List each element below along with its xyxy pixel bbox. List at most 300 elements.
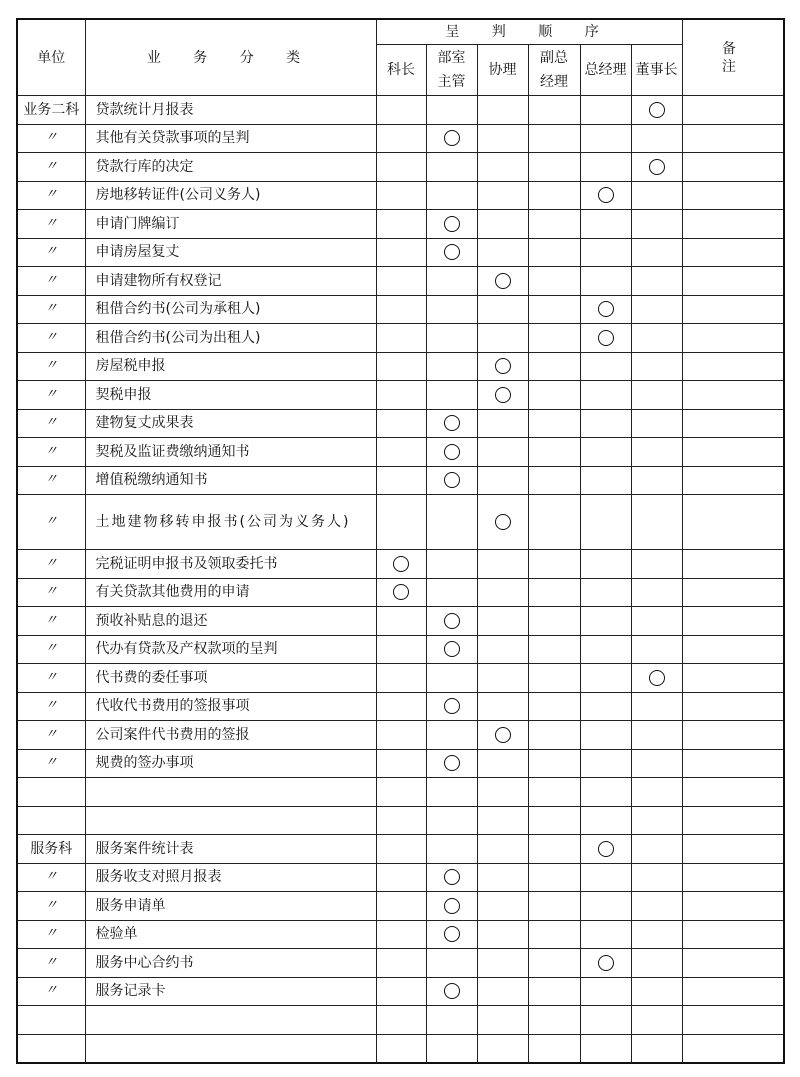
circle-mark-icon: [444, 472, 460, 488]
cell-unit: [17, 1034, 85, 1063]
cell-approval-mark: [528, 721, 580, 750]
circle-mark-icon: [444, 613, 460, 629]
header-approver-line2: 经理: [540, 74, 568, 90]
cell-category: 完税证明申报书及领取委托书: [85, 550, 376, 579]
cell-unit: 〃: [17, 124, 85, 153]
header-approver: 协理: [477, 45, 528, 96]
table-row: [17, 607, 784, 636]
cell-remarks: [682, 806, 784, 835]
cell-approval-mark: [631, 892, 682, 921]
cell-approval-mark: [426, 778, 477, 807]
cell-approval-mark: [580, 863, 631, 892]
cell-approval-mark: [426, 409, 477, 438]
cell-approval-mark: [528, 892, 580, 921]
cell-remarks: [682, 96, 784, 125]
cell-approval-mark: [376, 466, 426, 495]
cell-unit: 〃: [17, 721, 85, 750]
cell-unit: 〃: [17, 210, 85, 239]
cell-approval-mark: [426, 438, 477, 467]
cell-unit: 〃: [17, 181, 85, 210]
cell-approval-mark: [631, 835, 682, 864]
table-row: [17, 96, 784, 125]
table-row: [17, 778, 784, 807]
cell-approval-mark: [580, 806, 631, 835]
cell-category: 代收代书费用的签报事项: [85, 692, 376, 721]
cell-unit: 服务科: [17, 835, 85, 864]
cell-approval-mark: [528, 381, 580, 410]
cell-category: [85, 1034, 376, 1063]
cell-remarks: [682, 892, 784, 921]
table-row: [17, 124, 784, 153]
cell-approval-mark: [528, 295, 580, 324]
cell-approval-mark: [426, 1034, 477, 1063]
cell-approval-mark: [376, 96, 426, 125]
cell-approval-mark: [528, 267, 580, 296]
header-approver-line2: 主管: [437, 74, 466, 90]
cell-approval-mark: [426, 295, 477, 324]
cell-approval-mark: [477, 352, 528, 381]
header-remarks: 备 注: [682, 19, 784, 96]
cell-approval-mark: [376, 267, 426, 296]
circle-mark-icon: [598, 841, 614, 857]
cell-approval-mark: [631, 778, 682, 807]
cell-approval-mark: [376, 692, 426, 721]
cell-approval-mark: [426, 949, 477, 978]
cell-approval-mark: [580, 466, 631, 495]
cell-unit: 〃: [17, 977, 85, 1006]
cell-approval-mark: [376, 635, 426, 664]
cell-unit: 〃: [17, 381, 85, 410]
cell-approval-mark: [580, 749, 631, 778]
cell-approval-mark: [580, 721, 631, 750]
cell-unit: 〃: [17, 238, 85, 267]
circle-mark-icon: [495, 273, 511, 289]
cell-approval-mark: [376, 153, 426, 182]
cell-approval-mark: [376, 438, 426, 467]
cell-category: 申请建物所有权登记: [85, 267, 376, 296]
cell-category: 服务记录卡: [85, 977, 376, 1006]
cell-approval-mark: [376, 495, 426, 550]
table-row: [17, 352, 784, 381]
table-row: [17, 550, 784, 579]
circle-mark-icon: [598, 330, 614, 346]
cell-approval-mark: [477, 210, 528, 239]
cell-approval-mark: [477, 267, 528, 296]
circle-mark-icon: [444, 641, 460, 657]
cell-approval-mark: [631, 409, 682, 438]
cell-approval-mark: [426, 153, 477, 182]
cell-category: 契税申报: [85, 381, 376, 410]
cell-category: 服务中心合约书: [85, 949, 376, 978]
cell-approval-mark: [376, 352, 426, 381]
cell-approval-mark: [376, 295, 426, 324]
cell-approval-mark: [528, 635, 580, 664]
cell-approval-mark: [528, 181, 580, 210]
header-approver-line1: 部室: [437, 50, 466, 66]
cell-approval-mark: [426, 721, 477, 750]
table-row: [17, 1006, 784, 1035]
table-row: [17, 892, 784, 921]
cell-approval-mark: [528, 749, 580, 778]
cell-approval-mark: [477, 495, 528, 550]
cell-approval-mark: [477, 409, 528, 438]
cell-approval-mark: [631, 806, 682, 835]
cell-unit: 〃: [17, 324, 85, 353]
cell-approval-mark: [580, 409, 631, 438]
cell-approval-mark: [477, 295, 528, 324]
cell-approval-mark: [631, 238, 682, 267]
cell-approval-mark: [477, 920, 528, 949]
cell-approval-mark: [631, 1006, 682, 1035]
cell-approval-mark: [426, 806, 477, 835]
cell-approval-mark: [631, 949, 682, 978]
cell-approval-mark: [426, 863, 477, 892]
cell-approval-mark: [376, 1034, 426, 1063]
cell-category: [85, 806, 376, 835]
cell-approval-mark: [376, 578, 426, 607]
circle-mark-icon: [649, 159, 665, 175]
cell-approval-mark: [631, 977, 682, 1006]
cell-approval-mark: [376, 721, 426, 750]
cell-approval-mark: [580, 1006, 631, 1035]
cell-remarks: [682, 324, 784, 353]
cell-approval-mark: [426, 835, 477, 864]
cell-approval-mark: [631, 692, 682, 721]
cell-approval-mark: [580, 438, 631, 467]
cell-approval-mark: [580, 210, 631, 239]
circle-mark-icon: [444, 898, 460, 914]
cell-approval-mark: [376, 806, 426, 835]
cell-remarks: [682, 409, 784, 438]
header-unit: 单位: [17, 19, 85, 96]
table-row: [17, 409, 784, 438]
circle-mark-icon: [444, 755, 460, 771]
cell-approval-mark: [426, 96, 477, 125]
cell-unit: 〃: [17, 949, 85, 978]
table-row: [17, 324, 784, 353]
cell-approval-mark: [631, 495, 682, 550]
table-row: [17, 438, 784, 467]
header-approver: [426, 45, 477, 96]
cell-approval-mark: [580, 607, 631, 636]
cell-approval-mark: [426, 892, 477, 921]
cell-approval-mark: [631, 920, 682, 949]
circle-mark-icon: [444, 698, 460, 714]
cell-category: 服务案件统计表: [85, 835, 376, 864]
cell-remarks: [682, 977, 784, 1006]
circle-mark-icon: [598, 187, 614, 203]
cell-approval-mark: [580, 977, 631, 1006]
cell-approval-mark: [477, 692, 528, 721]
cell-approval-mark: [376, 324, 426, 353]
circle-mark-icon: [444, 415, 460, 431]
cell-approval-mark: [528, 920, 580, 949]
cell-approval-mark: [477, 635, 528, 664]
cell-category: 其他有关贷款事项的呈判: [85, 124, 376, 153]
circle-mark-icon: [598, 301, 614, 317]
cell-approval-mark: [376, 381, 426, 410]
cell-approval-mark: [477, 977, 528, 1006]
table-row: [17, 835, 784, 864]
cell-unit: 〃: [17, 153, 85, 182]
cell-unit: 〃: [17, 267, 85, 296]
cell-approval-mark: [528, 153, 580, 182]
cell-unit: 〃: [17, 892, 85, 921]
cell-remarks: [682, 949, 784, 978]
cell-remarks: [682, 778, 784, 807]
cell-approval-mark: [631, 607, 682, 636]
circle-mark-icon: [649, 102, 665, 118]
cell-approval-mark: [631, 267, 682, 296]
circle-mark-icon: [393, 584, 409, 600]
table-row: [17, 181, 784, 210]
cell-remarks: [682, 692, 784, 721]
cell-approval-mark: [528, 495, 580, 550]
cell-category: [85, 778, 376, 807]
cell-approval-mark: [426, 664, 477, 693]
cell-approval-mark: [580, 692, 631, 721]
cell-approval-mark: [580, 635, 631, 664]
cell-approval-mark: [631, 352, 682, 381]
cell-approval-mark: [426, 324, 477, 353]
cell-category: 代办有贷款及产权款项的呈判: [85, 635, 376, 664]
cell-approval-mark: [528, 438, 580, 467]
circle-mark-icon: [444, 244, 460, 260]
cell-category: 房屋税申报: [85, 352, 376, 381]
cell-approval-mark: [631, 635, 682, 664]
cell-approval-mark: [376, 181, 426, 210]
cell-approval-mark: [477, 1034, 528, 1063]
circle-mark-icon: [495, 358, 511, 374]
cell-approval-mark: [631, 96, 682, 125]
cell-approval-mark: [631, 324, 682, 353]
cell-approval-mark: [477, 381, 528, 410]
cell-approval-mark: [580, 920, 631, 949]
cell-approval-mark: [376, 749, 426, 778]
cell-remarks: [682, 210, 784, 239]
cell-approval-mark: [580, 578, 631, 607]
cell-approval-mark: [631, 721, 682, 750]
cell-unit: 〃: [17, 635, 85, 664]
circle-mark-icon: [444, 216, 460, 232]
cell-approval-mark: [580, 324, 631, 353]
cell-approval-mark: [580, 238, 631, 267]
cell-unit: 〃: [17, 550, 85, 579]
cell-unit: 〃: [17, 920, 85, 949]
cell-unit: 〃: [17, 863, 85, 892]
table-row: [17, 210, 784, 239]
cell-approval-mark: [631, 749, 682, 778]
cell-approval-mark: [426, 635, 477, 664]
cell-approval-mark: [477, 578, 528, 607]
cell-category: 公司案件代书费用的签报: [85, 721, 376, 750]
cell-approval-mark: [426, 749, 477, 778]
circle-mark-icon: [495, 514, 511, 530]
cell-approval-mark: [426, 352, 477, 381]
table-row: [17, 664, 784, 693]
cell-approval-mark: [580, 124, 631, 153]
circle-mark-icon: [495, 387, 511, 403]
cell-remarks: [682, 381, 784, 410]
cell-approval-mark: [528, 778, 580, 807]
cell-approval-mark: [376, 409, 426, 438]
cell-approval-mark: [631, 438, 682, 467]
table-row: [17, 1034, 784, 1063]
cell-category: 贷款统计月报表: [85, 96, 376, 125]
cell-category: 房地移转证件(公司义务人): [85, 181, 376, 210]
cell-approval-mark: [477, 607, 528, 636]
table-row: [17, 466, 784, 495]
cell-remarks: [682, 495, 784, 550]
header-approver: 总经理: [580, 45, 631, 96]
approval-sequence-table: [16, 18, 785, 1064]
cell-remarks: [682, 438, 784, 467]
cell-remarks: [682, 295, 784, 324]
cell-approval-mark: [631, 550, 682, 579]
table-row: [17, 495, 784, 550]
cell-approval-mark: [631, 181, 682, 210]
header-approver: 科长: [376, 45, 426, 96]
table-row: [17, 381, 784, 410]
cell-approval-mark: [376, 892, 426, 921]
cell-approval-mark: [580, 892, 631, 921]
cell-category: 代书费的委任事项: [85, 664, 376, 693]
cell-approval-mark: [376, 778, 426, 807]
cell-approval-mark: [376, 977, 426, 1006]
cell-approval-mark: [426, 692, 477, 721]
cell-approval-mark: [426, 267, 477, 296]
cell-approval-mark: [631, 1034, 682, 1063]
cell-approval-mark: [376, 238, 426, 267]
circle-mark-icon: [444, 869, 460, 885]
cell-approval-mark: [376, 1006, 426, 1035]
header-category: 业 务 分 类: [85, 19, 376, 96]
table-row: [17, 295, 784, 324]
cell-remarks: [682, 664, 784, 693]
table-row: [17, 749, 784, 778]
cell-approval-mark: [376, 863, 426, 892]
cell-approval-mark: [631, 664, 682, 693]
cell-approval-mark: [528, 210, 580, 239]
cell-approval-mark: [580, 96, 631, 125]
circle-mark-icon: [495, 727, 511, 743]
cell-category: 增值税缴纳通知书: [85, 466, 376, 495]
cell-approval-mark: [376, 835, 426, 864]
table-row: [17, 153, 784, 182]
cell-approval-mark: [580, 1034, 631, 1063]
cell-approval-mark: [477, 438, 528, 467]
cell-approval-mark: [376, 124, 426, 153]
cell-remarks: [682, 550, 784, 579]
cell-approval-mark: [477, 778, 528, 807]
cell-category: [85, 1006, 376, 1035]
cell-approval-mark: [580, 352, 631, 381]
cell-approval-mark: [477, 949, 528, 978]
cell-approval-mark: [426, 181, 477, 210]
cell-approval-mark: [477, 324, 528, 353]
cell-remarks: [682, 238, 784, 267]
cell-unit: 〃: [17, 295, 85, 324]
table-row: [17, 920, 784, 949]
cell-category: 服务收支对照月报表: [85, 863, 376, 892]
cell-category: 服务申请单: [85, 892, 376, 921]
cell-approval-mark: [477, 238, 528, 267]
cell-remarks: [682, 607, 784, 636]
cell-remarks: [682, 721, 784, 750]
cell-approval-mark: [426, 124, 477, 153]
cell-approval-mark: [477, 806, 528, 835]
cell-unit: 〃: [17, 352, 85, 381]
cell-approval-mark: [376, 920, 426, 949]
cell-approval-mark: [426, 550, 477, 579]
cell-category: 契税及监证费缴纳通知书: [85, 438, 376, 467]
cell-approval-mark: [528, 863, 580, 892]
cell-remarks: [682, 863, 784, 892]
cell-category: 预收补贴息的退还: [85, 607, 376, 636]
cell-approval-mark: [376, 664, 426, 693]
cell-approval-mark: [376, 550, 426, 579]
cell-approval-mark: [631, 210, 682, 239]
cell-remarks: [682, 124, 784, 153]
cell-approval-mark: [528, 835, 580, 864]
table-row: [17, 635, 784, 664]
cell-approval-mark: [426, 466, 477, 495]
cell-approval-mark: [426, 607, 477, 636]
cell-unit: 〃: [17, 409, 85, 438]
cell-unit: 〃: [17, 495, 85, 550]
cell-approval-mark: [426, 578, 477, 607]
cell-approval-mark: [528, 96, 580, 125]
cell-unit: [17, 806, 85, 835]
cell-unit: 〃: [17, 438, 85, 467]
cell-approval-mark: [477, 721, 528, 750]
table-row: [17, 721, 784, 750]
cell-remarks: [682, 635, 784, 664]
cell-approval-mark: [580, 153, 631, 182]
cell-approval-mark: [580, 181, 631, 210]
cell-approval-mark: [580, 267, 631, 296]
cell-approval-mark: [528, 238, 580, 267]
cell-approval-mark: [528, 124, 580, 153]
cell-category: 建物复丈成果表: [85, 409, 376, 438]
cell-approval-mark: [477, 124, 528, 153]
cell-approval-mark: [528, 466, 580, 495]
cell-remarks: [682, 1034, 784, 1063]
cell-unit: 〃: [17, 607, 85, 636]
cell-approval-mark: [426, 1006, 477, 1035]
header-approval-sequence: 呈 判 顺 序: [376, 19, 682, 45]
cell-approval-mark: [376, 210, 426, 239]
cell-unit: 业务二科: [17, 96, 85, 125]
cell-approval-mark: [528, 1034, 580, 1063]
cell-approval-mark: [528, 806, 580, 835]
cell-approval-mark: [477, 892, 528, 921]
cell-approval-mark: [528, 324, 580, 353]
cell-category: 有关贷款其他费用的申请: [85, 578, 376, 607]
cell-category: 规费的签办事项: [85, 749, 376, 778]
cell-approval-mark: [528, 1006, 580, 1035]
cell-remarks: [682, 267, 784, 296]
cell-approval-mark: [580, 835, 631, 864]
cell-approval-mark: [477, 863, 528, 892]
cell-approval-mark: [528, 607, 580, 636]
header-approver: 董事长: [631, 45, 682, 96]
table-row: [17, 949, 784, 978]
cell-approval-mark: [528, 977, 580, 1006]
cell-approval-mark: [477, 664, 528, 693]
cell-approval-mark: [477, 550, 528, 579]
cell-approval-mark: [631, 295, 682, 324]
